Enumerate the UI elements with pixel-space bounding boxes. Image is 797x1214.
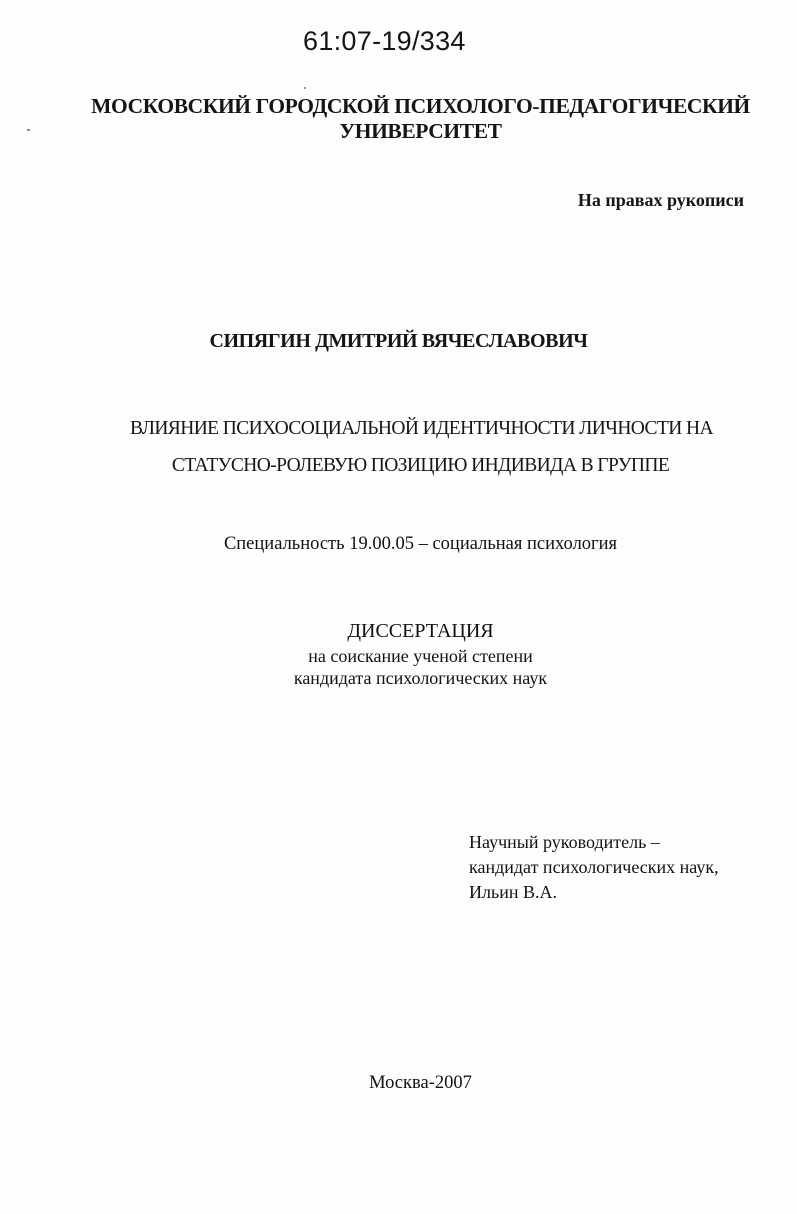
supervisor-role: Научный руководитель – (469, 832, 660, 852)
city-year: Москва-2007 (369, 1073, 472, 1093)
university-name-line-2: УНИВЕРСИТЕТ (339, 119, 502, 143)
catalog-number: 61:07-19/334 (303, 26, 466, 56)
manuscript-rights-note: На правах рукописи (577, 190, 744, 210)
dissertation-title-line-2: СТАТУСНО-РОЛЕВУЮ ПОЗИЦИЮ ИНДИВИДА В ГРУППЕ (171, 455, 670, 476)
document-type: ДИССЕРТАЦИЯ (347, 620, 494, 642)
specialty-line: Специальность 19.00.05 – социальная психология (223, 534, 618, 554)
university-name-line-1: МОСКОВСКИЙ ГОРОДСКОЙ ПСИХОЛОГО-ПЕДАГОГИЧЕСКИЙ (91, 94, 750, 118)
author-name: СИПЯГИН ДМИТРИЙ ВЯЧЕСЛАВОВИЧ (209, 330, 588, 352)
scan-mark (304, 87, 306, 89)
dissertation-title-line-1: ВЛИЯНИЕ ПСИХОСОЦИАЛЬНОЙ ИДЕНТИЧНОСТИ ЛИЧНОСТИ НА (130, 418, 713, 439)
supervisor-name: Ильин В.А. (469, 882, 557, 902)
degree-line-1: на соискание ученой степени (308, 646, 533, 666)
degree-line-2: кандидата психологических наук (293, 668, 548, 688)
supervisor-degree: кандидат психологических наук, (469, 857, 719, 877)
